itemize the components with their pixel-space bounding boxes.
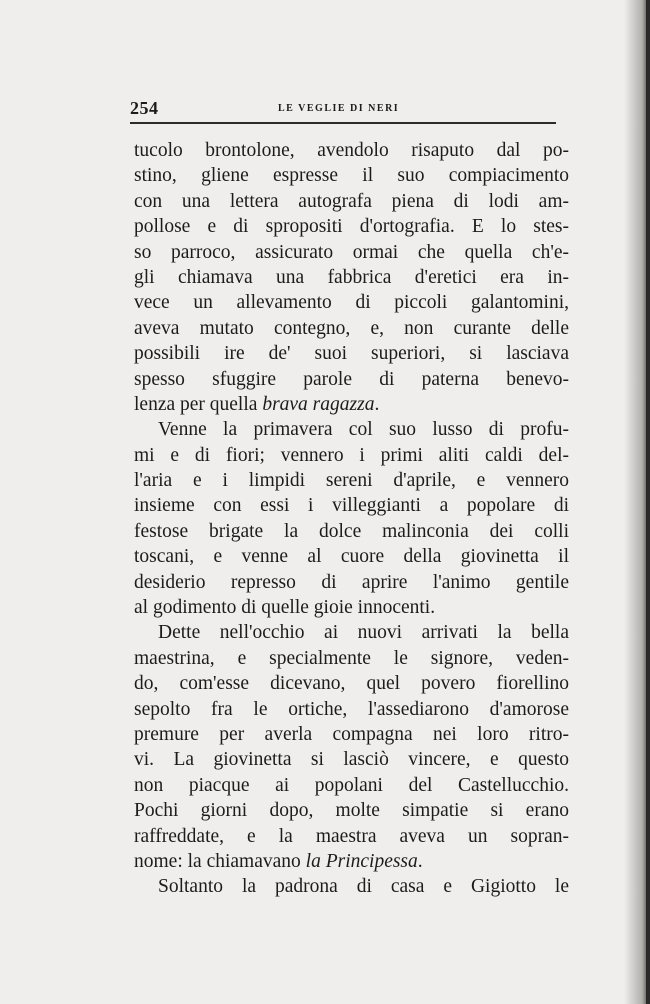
- text-line: al godimento di quelle gioie innocenti.: [134, 597, 436, 619]
- text-line: Dette nell'occhio ai nuovi arrivati la bella: [158, 622, 569, 644]
- text-line: nome: la chiamavano la Principessa.: [134, 850, 423, 872]
- text-line: lenza per quella brava ragazza.: [134, 393, 380, 415]
- text-line: toscani, e venne al cuore della giovinetta il: [134, 546, 569, 568]
- text-line: insieme con essi i villeggianti a popolare di: [134, 495, 569, 517]
- text-line: do, com'esse dicevano, quel povero fiorellino: [134, 673, 569, 695]
- text-line: sepolto fra le ortiche, l'assediarono d'amorose: [134, 698, 569, 720]
- page-number: 254: [130, 98, 159, 118]
- text-line: Venne la primavera col suo lusso di profu-: [158, 419, 569, 441]
- text-line: l'aria e i limpidi sereni d'aprile, e vennero: [134, 470, 569, 492]
- text-line: premure per averla compagna nei loro ritro-: [134, 723, 569, 745]
- italic-phrase: la Principessa: [305, 850, 418, 872]
- text-line: non piacque ai popolani del Castellucchio.: [134, 774, 569, 796]
- running-title: LE VEGLIE DI NERI: [278, 103, 400, 114]
- text-line: desiderio represso di aprire l'animo gentile: [134, 571, 569, 593]
- page-edge: [646, 0, 650, 1004]
- text-line: pollose e di spropositi d'ortografia. E lo stes-: [134, 216, 569, 238]
- text-line: mi e di fiori; vennero i primi aliti caldi del-: [134, 444, 569, 466]
- text-line: stino, gliene espresse il suo compiacimento: [134, 165, 569, 187]
- body-text: [134, 138, 569, 900]
- text-line: raffreddate, e la maestra aveva un sopran-: [134, 825, 569, 847]
- header-rule: [130, 122, 556, 124]
- text-line: maestrina, e specialmente le signore, veden-: [134, 647, 569, 669]
- text-line: gli chiamava una fabbrica d'eretici era in-: [134, 266, 569, 288]
- text-line: so parroco, assicurato ormai che quella ch'e-: [134, 241, 569, 263]
- italic-phrase: brava ragazza: [262, 393, 375, 415]
- text-line: Soltanto la padrona di casa e Gigiotto le: [158, 876, 569, 898]
- text-line: tucolo brontolone, avendolo risaputo dal po-: [134, 140, 569, 161]
- text-line: spesso sfuggire parole di paterna benevo-: [134, 368, 569, 390]
- text-line: aveva mutato contegno, e, non curante delle: [134, 317, 569, 339]
- text-line: vece un allevamento di piccoli galantomini,: [134, 292, 569, 314]
- text-line: con una lettera autografa piena di lodi am-: [134, 190, 569, 212]
- text-line: Pochi giorni dopo, molte simpatie si erano: [134, 800, 569, 822]
- page-header: [130, 98, 558, 120]
- text-line: possibili ire de' suoi superiori, si lasciava: [134, 343, 569, 365]
- text-line: festose brigate la dolce malinconia dei colli: [134, 520, 569, 542]
- text-line: vi. La giovinetta si lasciò vincere, e questo: [134, 749, 569, 771]
